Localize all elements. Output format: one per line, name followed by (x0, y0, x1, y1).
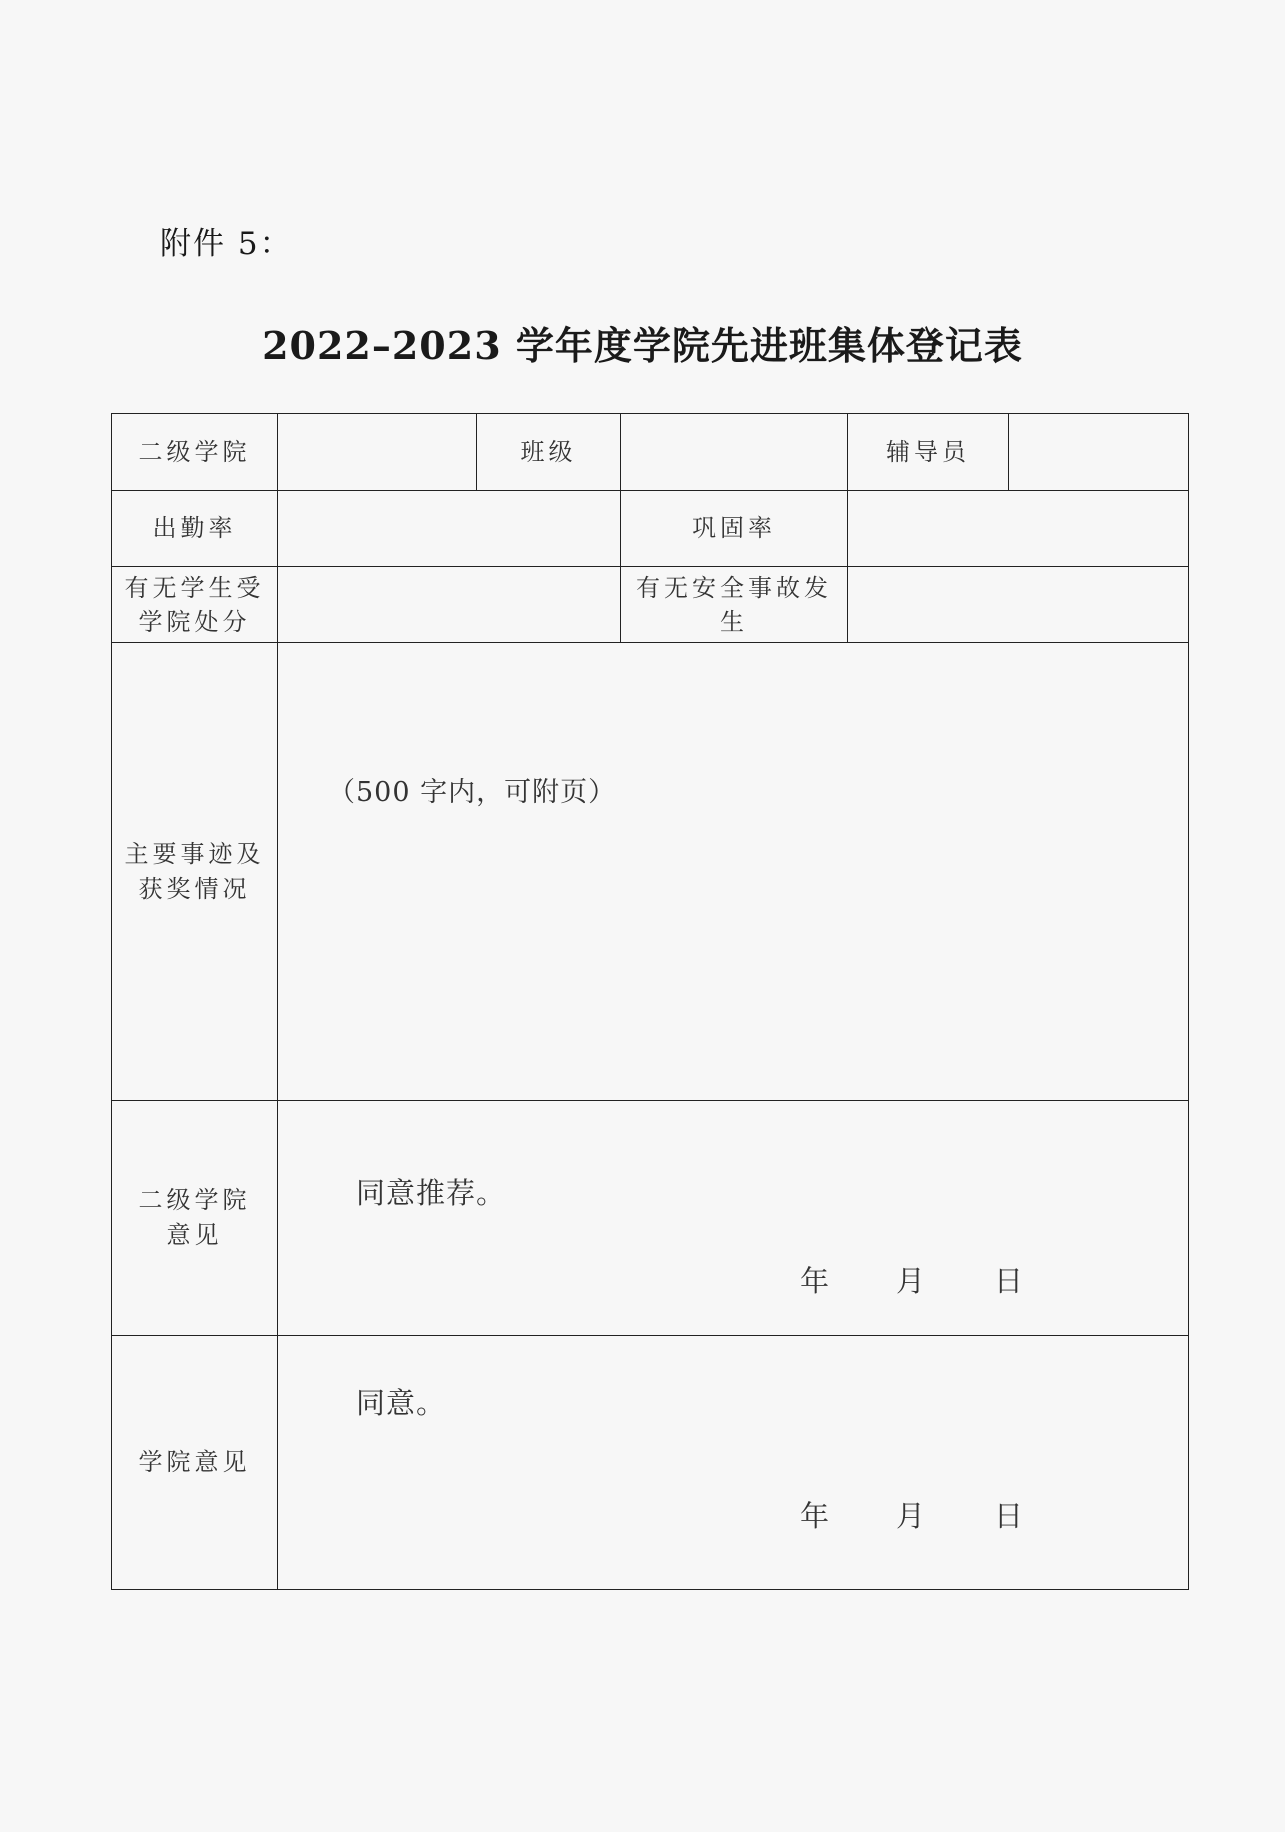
school-opinion-month: 月 (896, 1499, 926, 1533)
safety-field[interactable] (848, 567, 1188, 642)
retention-label: 巩固率 (692, 514, 776, 542)
school-opinion-year: 年 (800, 1499, 830, 1533)
discipline-label-line2: 学院处分 (138, 607, 251, 636)
page-title: 2022–2023 学年度学院先进班集体登记表 (262, 323, 1023, 368)
discipline-field[interactable] (278, 567, 620, 642)
attachment-label: 附件 5： (160, 226, 293, 262)
discipline-label-line1: 有无学生受 (124, 573, 265, 602)
college-opinion-label-line2: 意见 (166, 1221, 223, 1249)
counselor-field[interactable] (1009, 414, 1188, 490)
achievements-note: （500 字内，可附页） (328, 777, 617, 808)
attendance-field[interactable] (278, 491, 620, 566)
college-opinion-day: 日 (994, 1264, 1024, 1298)
safety-label (621, 567, 847, 642)
retention-field[interactable] (848, 491, 1188, 566)
registration-form-table (111, 413, 1189, 1590)
attendance-label: 出勤率 (152, 514, 237, 542)
discipline-label (112, 567, 277, 642)
school-opinion-field[interactable] (278, 1336, 1188, 1589)
safety-label-line2: 生 (720, 607, 748, 636)
college-label: 二级学院 (138, 437, 251, 466)
college-opinion-label-line1: 二级学院 (138, 1186, 251, 1214)
safety-label-line1: 有无安全事故发 (636, 573, 832, 602)
class-field[interactable] (621, 414, 847, 490)
achievements-field[interactable] (278, 643, 1188, 1100)
college-opinion-label (112, 1101, 277, 1335)
class-label: 班级 (520, 437, 577, 466)
college-opinion-year: 年 (800, 1264, 830, 1298)
school-opinion-day: 日 (994, 1499, 1024, 1533)
achievements-label-line1: 主要事迹及 (124, 839, 265, 868)
achievements-label-line2: 获奖情况 (138, 874, 251, 903)
school-opinion-text: 同意。 (356, 1386, 447, 1420)
achievements-label (112, 643, 277, 1100)
college-opinion-text: 同意推荐。 (356, 1176, 507, 1210)
college-opinion-field[interactable] (278, 1101, 1188, 1335)
college-field[interactable] (278, 414, 476, 490)
school-opinion-label: 学院意见 (138, 1448, 251, 1476)
college-opinion-month: 月 (896, 1264, 926, 1298)
counselor-label: 辅导员 (886, 437, 970, 466)
